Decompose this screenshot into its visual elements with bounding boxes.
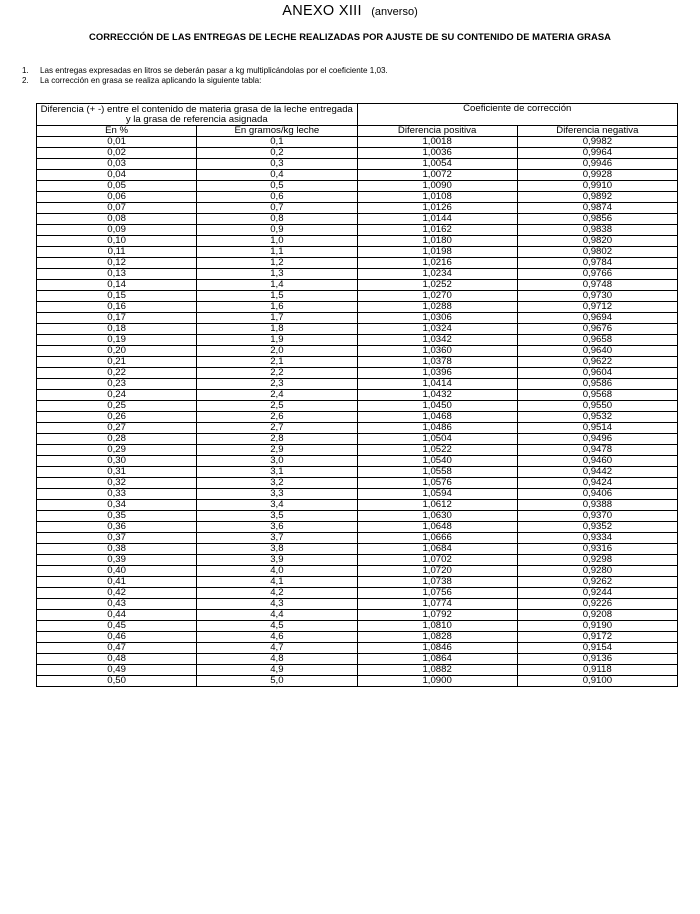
cell-negative-coefficient: 0,9460 (517, 456, 677, 467)
cell-positive-coefficient: 1,0720 (357, 566, 517, 577)
cell-grams-per-kg: 3,4 (197, 500, 357, 511)
cell-grams-per-kg: 1,6 (197, 302, 357, 313)
table-row (37, 665, 678, 676)
cell-grams-per-kg: 3,9 (197, 555, 357, 566)
cell-negative-coefficient: 0,9406 (517, 489, 677, 500)
cell-negative-coefficient: 0,9604 (517, 368, 677, 379)
table-body (37, 137, 678, 687)
cell-positive-coefficient: 1,0648 (357, 522, 517, 533)
cell-negative-coefficient: 0,9586 (517, 379, 677, 390)
cell-grams-per-kg: 2,0 (197, 346, 357, 357)
cell-grams-per-kg: 0,4 (197, 170, 357, 181)
table-row (37, 291, 678, 302)
cell-positive-coefficient: 1,0486 (357, 423, 517, 434)
cell-grams-per-kg: 0,3 (197, 159, 357, 170)
cell-positive-coefficient: 1,0324 (357, 324, 517, 335)
cell-grams-per-kg: 4,0 (197, 566, 357, 577)
cell-negative-coefficient: 0,9982 (517, 137, 677, 148)
cell-positive-coefficient: 1,0018 (357, 137, 517, 148)
table-row (37, 170, 678, 181)
cell-grams-per-kg: 0,5 (197, 181, 357, 192)
cell-negative-coefficient: 0,9802 (517, 247, 677, 258)
table-row (37, 478, 678, 489)
cell-positive-coefficient: 1,0072 (357, 170, 517, 181)
table-row (37, 566, 678, 577)
cell-percent: 0,26 (37, 412, 197, 423)
cell-percent: 0,19 (37, 335, 197, 346)
cell-positive-coefficient: 1,0270 (357, 291, 517, 302)
document-heading: CORRECCIÓN DE LAS ENTREGAS DE LECHE REALIZADAS POR AJUSTE DE SU CONTENIDO DE MATERIA GRASA (89, 31, 611, 42)
column-header: En % (37, 126, 197, 137)
cell-percent: 0,13 (37, 269, 197, 280)
cell-percent: 0,37 (37, 533, 197, 544)
table-row (37, 302, 678, 313)
table-row (37, 489, 678, 500)
cell-grams-per-kg: 2,6 (197, 412, 357, 423)
cell-positive-coefficient: 1,0882 (357, 665, 517, 676)
cell-positive-coefficient: 1,0612 (357, 500, 517, 511)
table-row (37, 588, 678, 599)
correction-table (36, 103, 678, 687)
cell-grams-per-kg: 0,9 (197, 225, 357, 236)
cell-percent: 0,49 (37, 665, 197, 676)
cell-percent: 0,33 (37, 489, 197, 500)
cell-grams-per-kg: 3,0 (197, 456, 357, 467)
table-row (37, 423, 678, 434)
cell-negative-coefficient: 0,9712 (517, 302, 677, 313)
cell-grams-per-kg: 2,4 (197, 390, 357, 401)
cell-negative-coefficient: 0,9946 (517, 159, 677, 170)
table-row (37, 500, 678, 511)
cell-positive-coefficient: 1,0432 (357, 390, 517, 401)
table-row (37, 203, 678, 214)
cell-percent: 0,31 (37, 467, 197, 478)
cell-percent: 0,30 (37, 456, 197, 467)
note-text: Las entregas expresadas en litros se deberán pasar a kg multiplicándolas por el coeficiente 1,03. (40, 66, 388, 75)
cell-negative-coefficient: 0,9424 (517, 478, 677, 489)
table-row (37, 247, 678, 258)
cell-percent: 0,41 (37, 577, 197, 588)
cell-negative-coefficient: 0,9820 (517, 236, 677, 247)
cell-percent: 0,22 (37, 368, 197, 379)
table-row (37, 610, 678, 621)
cell-percent: 0,18 (37, 324, 197, 335)
cell-negative-coefficient: 0,9118 (517, 665, 677, 676)
table-row (37, 621, 678, 632)
cell-positive-coefficient: 1,0810 (357, 621, 517, 632)
cell-percent: 0,10 (37, 236, 197, 247)
cell-percent: 0,04 (37, 170, 197, 181)
table-row (37, 280, 678, 291)
cell-percent: 0,02 (37, 148, 197, 159)
cell-percent: 0,46 (37, 632, 197, 643)
cell-negative-coefficient: 0,9838 (517, 225, 677, 236)
notes-list (22, 66, 388, 86)
cell-percent: 0,11 (37, 247, 197, 258)
cell-positive-coefficient: 1,0342 (357, 335, 517, 346)
table-row (37, 214, 678, 225)
cell-negative-coefficient: 0,9478 (517, 445, 677, 456)
cell-negative-coefficient: 0,9226 (517, 599, 677, 610)
cell-positive-coefficient: 1,0558 (357, 467, 517, 478)
cell-percent: 0,40 (37, 566, 197, 577)
cell-percent: 0,27 (37, 423, 197, 434)
table-row (37, 632, 678, 643)
cell-percent: 0,43 (37, 599, 197, 610)
cell-negative-coefficient: 0,9172 (517, 632, 677, 643)
table-row (37, 137, 678, 148)
cell-positive-coefficient: 1,0756 (357, 588, 517, 599)
table-row (37, 434, 678, 445)
cell-negative-coefficient: 0,9244 (517, 588, 677, 599)
cell-percent: 0,48 (37, 654, 197, 665)
cell-negative-coefficient: 0,9622 (517, 357, 677, 368)
cell-negative-coefficient: 0,9154 (517, 643, 677, 654)
cell-positive-coefficient: 1,0036 (357, 148, 517, 159)
cell-negative-coefficient: 0,9964 (517, 148, 677, 159)
cell-positive-coefficient: 1,0288 (357, 302, 517, 313)
cell-negative-coefficient: 0,9442 (517, 467, 677, 478)
table-row (37, 555, 678, 566)
cell-negative-coefficient: 0,9748 (517, 280, 677, 291)
cell-grams-per-kg: 0,1 (197, 137, 357, 148)
cell-negative-coefficient: 0,9190 (517, 621, 677, 632)
column-header: Diferencia negativa (517, 126, 677, 137)
cell-percent: 0,01 (37, 137, 197, 148)
cell-positive-coefficient: 1,0828 (357, 632, 517, 643)
cell-grams-per-kg: 1,2 (197, 258, 357, 269)
cell-positive-coefficient: 1,0216 (357, 258, 517, 269)
table-row (37, 148, 678, 159)
cell-negative-coefficient: 0,9532 (517, 412, 677, 423)
cell-percent: 0,50 (37, 676, 197, 687)
cell-percent: 0,08 (37, 214, 197, 225)
cell-percent: 0,23 (37, 379, 197, 390)
cell-grams-per-kg: 1,8 (197, 324, 357, 335)
cell-negative-coefficient: 0,9784 (517, 258, 677, 269)
table-row (37, 225, 678, 236)
cell-positive-coefficient: 1,0378 (357, 357, 517, 368)
cell-grams-per-kg: 3,1 (197, 467, 357, 478)
cell-negative-coefficient: 0,9550 (517, 401, 677, 412)
cell-negative-coefficient: 0,9568 (517, 390, 677, 401)
cell-percent: 0,25 (37, 401, 197, 412)
cell-grams-per-kg: 5,0 (197, 676, 357, 687)
cell-positive-coefficient: 1,0666 (357, 533, 517, 544)
cell-negative-coefficient: 0,9730 (517, 291, 677, 302)
table-row (37, 390, 678, 401)
cell-grams-per-kg: 2,3 (197, 379, 357, 390)
cell-negative-coefficient: 0,9136 (517, 654, 677, 665)
cell-positive-coefficient: 1,0450 (357, 401, 517, 412)
column-header: En gramos/kg leche (197, 126, 357, 137)
table-row (37, 379, 678, 390)
cell-negative-coefficient: 0,9676 (517, 324, 677, 335)
cell-percent: 0,16 (37, 302, 197, 313)
table-row (37, 269, 678, 280)
table-row (37, 236, 678, 247)
group-header-coefficient: Coeficiente de corrección (357, 104, 678, 126)
cell-percent: 0,12 (37, 258, 197, 269)
cell-percent: 0,14 (37, 280, 197, 291)
table-row (37, 676, 678, 687)
table-row (37, 313, 678, 324)
cell-negative-coefficient: 0,9100 (517, 676, 677, 687)
cell-positive-coefficient: 1,0360 (357, 346, 517, 357)
cell-percent: 0,07 (37, 203, 197, 214)
annex-title-main: ANEXO XIII (282, 3, 362, 19)
note-item (22, 76, 388, 86)
table-row (37, 401, 678, 412)
cell-positive-coefficient: 1,0594 (357, 489, 517, 500)
table-row (37, 324, 678, 335)
cell-grams-per-kg: 2,9 (197, 445, 357, 456)
table-row (37, 357, 678, 368)
table-row (37, 258, 678, 269)
cell-positive-coefficient: 1,0180 (357, 236, 517, 247)
cell-positive-coefficient: 1,0702 (357, 555, 517, 566)
cell-grams-per-kg: 4,1 (197, 577, 357, 588)
cell-percent: 0,20 (37, 346, 197, 357)
group-header-difference: Diferencia (+ -) entre el contenido de materia grasa de la leche entregada y la grasa de referencia asignada (37, 104, 358, 126)
cell-positive-coefficient: 1,0108 (357, 192, 517, 203)
note-item (22, 66, 388, 76)
cell-percent: 0,29 (37, 445, 197, 456)
cell-percent: 0,17 (37, 313, 197, 324)
cell-percent: 0,06 (37, 192, 197, 203)
cell-negative-coefficient: 0,9874 (517, 203, 677, 214)
cell-negative-coefficient: 0,9856 (517, 214, 677, 225)
cell-negative-coefficient: 0,9928 (517, 170, 677, 181)
cell-negative-coefficient: 0,9892 (517, 192, 677, 203)
cell-grams-per-kg: 4,2 (197, 588, 357, 599)
cell-positive-coefficient: 1,0846 (357, 643, 517, 654)
cell-percent: 0,39 (37, 555, 197, 566)
cell-percent: 0,28 (37, 434, 197, 445)
cell-negative-coefficient: 0,9388 (517, 500, 677, 511)
cell-negative-coefficient: 0,9298 (517, 555, 677, 566)
cell-positive-coefficient: 1,0522 (357, 445, 517, 456)
table-row (37, 577, 678, 588)
cell-negative-coefficient: 0,9496 (517, 434, 677, 445)
column-header: Diferencia positiva (357, 126, 517, 137)
table-row (37, 335, 678, 346)
table-row (37, 599, 678, 610)
table-row (37, 456, 678, 467)
cell-positive-coefficient: 1,0198 (357, 247, 517, 258)
cell-grams-per-kg: 3,3 (197, 489, 357, 500)
cell-positive-coefficient: 1,0774 (357, 599, 517, 610)
cell-grams-per-kg: 1,0 (197, 236, 357, 247)
cell-grams-per-kg: 4,9 (197, 665, 357, 676)
cell-positive-coefficient: 1,0162 (357, 225, 517, 236)
cell-grams-per-kg: 3,8 (197, 544, 357, 555)
cell-grams-per-kg: 3,5 (197, 511, 357, 522)
cell-grams-per-kg: 2,7 (197, 423, 357, 434)
cell-percent: 0,09 (37, 225, 197, 236)
cell-negative-coefficient: 0,9766 (517, 269, 677, 280)
cell-positive-coefficient: 1,0684 (357, 544, 517, 555)
cell-grams-per-kg: 2,5 (197, 401, 357, 412)
cell-positive-coefficient: 1,0540 (357, 456, 517, 467)
cell-positive-coefficient: 1,0900 (357, 676, 517, 687)
cell-negative-coefficient: 0,9208 (517, 610, 677, 621)
table-row (37, 412, 678, 423)
cell-positive-coefficient: 1,0468 (357, 412, 517, 423)
cell-grams-per-kg: 1,5 (197, 291, 357, 302)
note-number: 2. (22, 76, 29, 85)
annex-title (0, 2, 700, 21)
cell-grams-per-kg: 3,6 (197, 522, 357, 533)
cell-percent: 0,21 (37, 357, 197, 368)
cell-grams-per-kg: 1,3 (197, 269, 357, 280)
cell-negative-coefficient: 0,9910 (517, 181, 677, 192)
cell-percent: 0,05 (37, 181, 197, 192)
cell-positive-coefficient: 1,0414 (357, 379, 517, 390)
cell-positive-coefficient: 1,0252 (357, 280, 517, 291)
cell-percent: 0,42 (37, 588, 197, 599)
cell-grams-per-kg: 2,1 (197, 357, 357, 368)
cell-positive-coefficient: 1,0306 (357, 313, 517, 324)
cell-positive-coefficient: 1,0090 (357, 181, 517, 192)
cell-negative-coefficient: 0,9262 (517, 577, 677, 588)
table-row (37, 544, 678, 555)
annex-title-suffix: (anverso) (371, 6, 418, 18)
cell-positive-coefficient: 1,0054 (357, 159, 517, 170)
table-row (37, 368, 678, 379)
cell-negative-coefficient: 0,9370 (517, 511, 677, 522)
cell-percent: 0,47 (37, 643, 197, 654)
cell-positive-coefficient: 1,0864 (357, 654, 517, 665)
cell-positive-coefficient: 1,0792 (357, 610, 517, 621)
table-row (37, 159, 678, 170)
cell-positive-coefficient: 1,0234 (357, 269, 517, 280)
cell-grams-per-kg: 4,3 (197, 599, 357, 610)
cell-positive-coefficient: 1,0126 (357, 203, 517, 214)
cell-percent: 0,24 (37, 390, 197, 401)
cell-percent: 0,36 (37, 522, 197, 533)
cell-percent: 0,03 (37, 159, 197, 170)
cell-percent: 0,15 (37, 291, 197, 302)
table-row (37, 181, 678, 192)
cell-negative-coefficient: 0,9658 (517, 335, 677, 346)
cell-grams-per-kg: 2,2 (197, 368, 357, 379)
cell-grams-per-kg: 4,6 (197, 632, 357, 643)
cell-negative-coefficient: 0,9316 (517, 544, 677, 555)
cell-grams-per-kg: 4,7 (197, 643, 357, 654)
cell-percent: 0,32 (37, 478, 197, 489)
cell-positive-coefficient: 1,0504 (357, 434, 517, 445)
cell-positive-coefficient: 1,0144 (357, 214, 517, 225)
cell-percent: 0,38 (37, 544, 197, 555)
cell-grams-per-kg: 4,5 (197, 621, 357, 632)
note-number: 1. (22, 66, 29, 75)
cell-positive-coefficient: 1,0576 (357, 478, 517, 489)
cell-grams-per-kg: 3,2 (197, 478, 357, 489)
cell-grams-per-kg: 0,6 (197, 192, 357, 203)
table-row (37, 643, 678, 654)
cell-grams-per-kg: 4,8 (197, 654, 357, 665)
cell-grams-per-kg: 4,4 (197, 610, 357, 621)
cell-percent: 0,45 (37, 621, 197, 632)
cell-grams-per-kg: 1,1 (197, 247, 357, 258)
cell-grams-per-kg: 0,7 (197, 203, 357, 214)
table-row (37, 533, 678, 544)
cell-negative-coefficient: 0,9694 (517, 313, 677, 324)
cell-grams-per-kg: 0,2 (197, 148, 357, 159)
cell-grams-per-kg: 0,8 (197, 214, 357, 225)
cell-percent: 0,34 (37, 500, 197, 511)
cell-percent: 0,35 (37, 511, 197, 522)
cell-negative-coefficient: 0,9334 (517, 533, 677, 544)
cell-grams-per-kg: 2,8 (197, 434, 357, 445)
cell-positive-coefficient: 1,0630 (357, 511, 517, 522)
cell-negative-coefficient: 0,9640 (517, 346, 677, 357)
table-row (37, 445, 678, 456)
note-text: La corrección en grasa se realiza aplicando la siguiente tabla: (40, 76, 262, 85)
table-row (37, 511, 678, 522)
cell-percent: 0,44 (37, 610, 197, 621)
table-row (37, 192, 678, 203)
cell-grams-per-kg: 1,7 (197, 313, 357, 324)
table-row (37, 522, 678, 533)
cell-grams-per-kg: 3,7 (197, 533, 357, 544)
cell-grams-per-kg: 1,4 (197, 280, 357, 291)
cell-negative-coefficient: 0,9352 (517, 522, 677, 533)
table-row (37, 346, 678, 357)
cell-negative-coefficient: 0,9514 (517, 423, 677, 434)
cell-grams-per-kg: 1,9 (197, 335, 357, 346)
table-row (37, 467, 678, 478)
table-row (37, 654, 678, 665)
cell-positive-coefficient: 1,0396 (357, 368, 517, 379)
cell-positive-coefficient: 1,0738 (357, 577, 517, 588)
cell-negative-coefficient: 0,9280 (517, 566, 677, 577)
